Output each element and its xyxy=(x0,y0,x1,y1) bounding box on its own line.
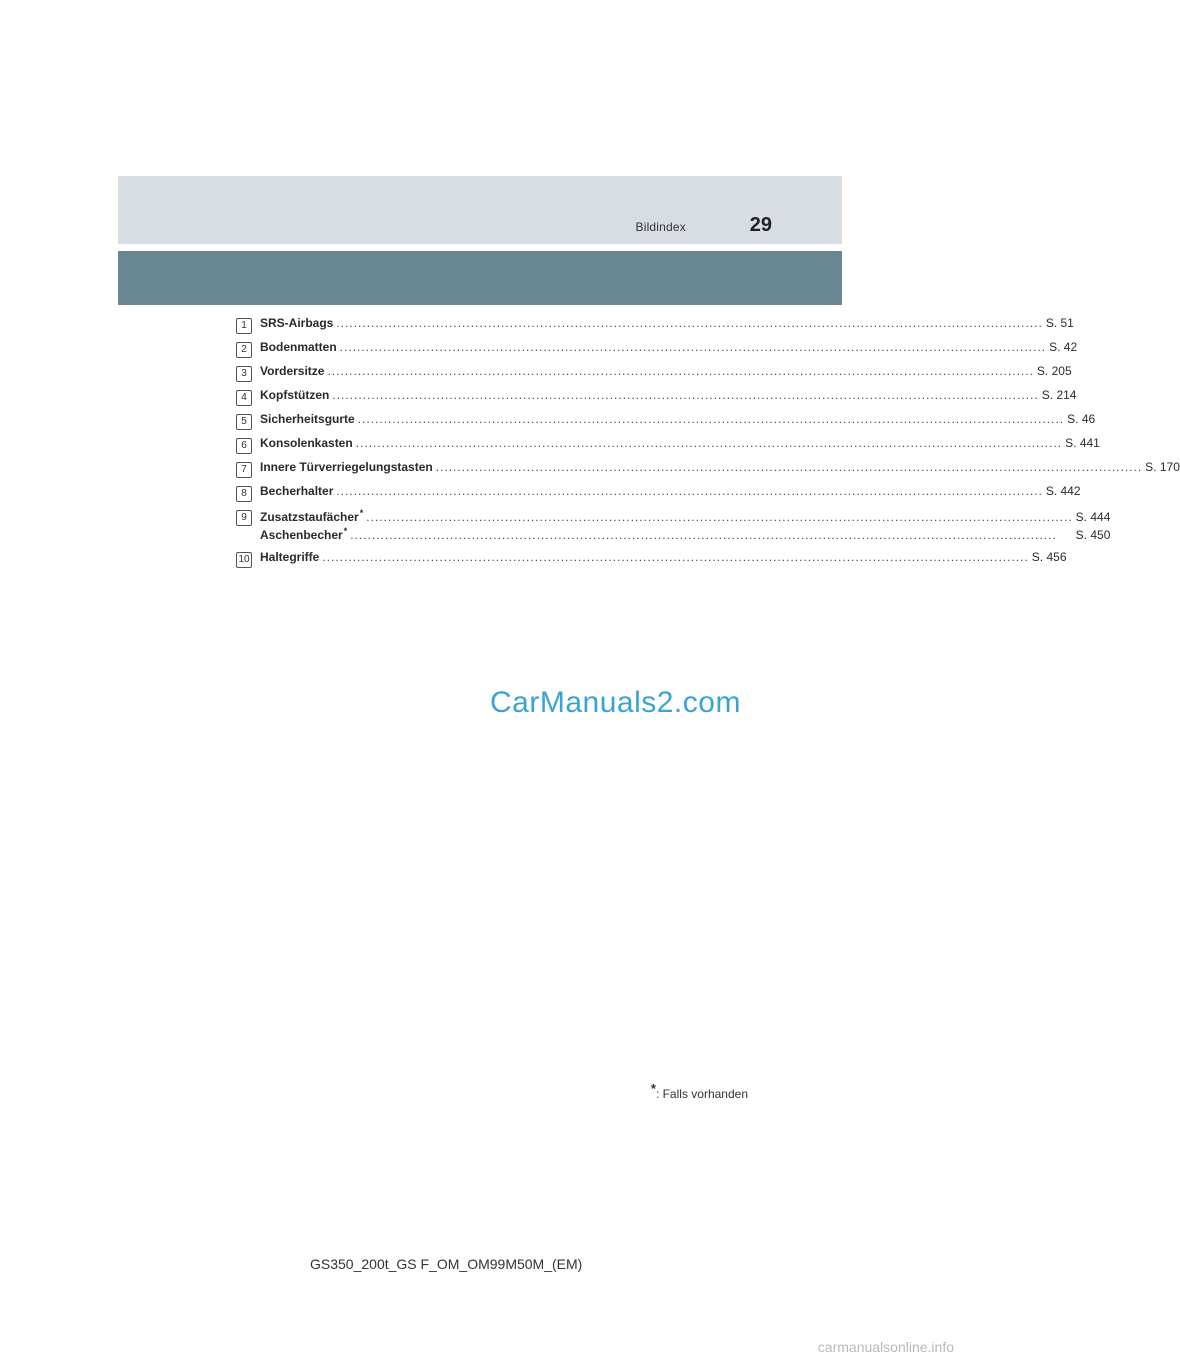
entry-label-text: Bodenmatten xyxy=(260,340,337,354)
footnote-text: : Falls vorhanden xyxy=(655,1087,748,1101)
index-entry xyxy=(236,460,1180,478)
index-entry xyxy=(236,412,1096,430)
dot-leader xyxy=(436,460,1142,474)
entry-label xyxy=(260,550,319,564)
entry-label xyxy=(260,340,337,354)
dot-leader xyxy=(336,484,1042,498)
entry-line xyxy=(260,508,1110,526)
entry-label xyxy=(260,526,347,542)
entry-page-ref[interactable]: S. 441 xyxy=(1065,436,1100,450)
entry-page-ref[interactable]: S. 444 xyxy=(1075,510,1111,524)
entry-label-text: Aschenbecher xyxy=(260,528,343,542)
entry-line xyxy=(260,436,1100,454)
site-watermark: carmanualsonline.info xyxy=(817,1339,954,1355)
entry-label-text: Zusatzstaufächer xyxy=(260,510,359,524)
entry-label xyxy=(260,436,353,450)
entry-label xyxy=(260,508,363,524)
index-entry xyxy=(236,436,1100,454)
entry-number-badge: 5 xyxy=(236,414,252,430)
dot-leader xyxy=(322,550,1028,564)
entry-page-ref[interactable]: S. 450 xyxy=(1075,528,1111,542)
entry-label-text: Vordersitze xyxy=(260,364,325,378)
entry-label xyxy=(260,412,355,426)
entry-page-ref[interactable]: S. 214 xyxy=(1041,388,1077,402)
entry-label-text: Innere Türverriegelungstasten xyxy=(260,460,433,474)
dot-leader xyxy=(356,436,1062,450)
entry-number-badge: 9 xyxy=(236,510,252,526)
entry-page-ref[interactable]: S. 42 xyxy=(1049,340,1078,354)
entry-line xyxy=(260,412,1095,430)
header-band xyxy=(118,176,842,244)
dot-leader xyxy=(358,412,1064,426)
entry-label-text: Konsolenkasten xyxy=(260,436,353,450)
index-entry xyxy=(236,316,1074,334)
entry-line xyxy=(260,316,1074,334)
entry-line xyxy=(260,550,1067,568)
index-entry xyxy=(236,508,1111,544)
entry-line xyxy=(260,526,1110,544)
dot-leader xyxy=(366,510,1072,524)
entry-footnote-star: * xyxy=(359,508,364,518)
index-list xyxy=(236,316,1180,574)
index-entry xyxy=(236,340,1078,358)
entry-label-text: Haltegriffe xyxy=(260,550,320,564)
dot-leader xyxy=(340,340,1046,354)
entry-label-text: Becherhalter xyxy=(260,484,334,498)
index-entry xyxy=(236,388,1077,406)
title-bar xyxy=(118,251,842,305)
entry-page-ref[interactable]: S. 51 xyxy=(1045,316,1074,330)
entry-label xyxy=(260,388,329,402)
entry-label-text: Kopfstützen xyxy=(260,388,330,402)
index-entry xyxy=(236,550,1067,568)
entry-footnote-star: * xyxy=(343,526,348,536)
dot-leader xyxy=(327,364,1033,378)
entry-page-ref[interactable]: S. 205 xyxy=(1036,364,1072,378)
entry-line xyxy=(260,460,1180,478)
entry-page-ref[interactable]: S. 170 xyxy=(1145,460,1180,474)
entry-number-badge: 2 xyxy=(236,342,252,358)
dot-leader xyxy=(350,528,1072,542)
entry-page-ref[interactable]: S. 442 xyxy=(1045,484,1081,498)
dot-leader xyxy=(336,316,1042,330)
entry-page-ref[interactable]: S. 456 xyxy=(1031,550,1067,564)
entry-page-ref[interactable]: S. 46 xyxy=(1067,412,1096,426)
entry-line xyxy=(260,484,1081,502)
index-entry xyxy=(236,484,1081,502)
entry-label xyxy=(260,364,324,378)
entry-line xyxy=(260,388,1076,406)
entry-label-text: Sicherheitsgurte xyxy=(260,412,355,426)
entry-number-badge: 8 xyxy=(236,486,252,502)
document-code: GS350_200t_GS F_OM_OM99M50M_(EM) xyxy=(310,1256,583,1272)
index-entry xyxy=(236,364,1072,382)
entry-label xyxy=(260,484,333,498)
entry-line xyxy=(260,364,1072,382)
entry-label xyxy=(260,316,333,330)
footnote xyxy=(651,1081,748,1101)
entry-number-badge: 6 xyxy=(236,438,252,454)
section-title: Bildindex xyxy=(635,220,686,234)
dot-leader xyxy=(332,388,1038,402)
entry-label-text: SRS-Airbags xyxy=(260,316,334,330)
entry-label xyxy=(260,460,433,474)
entry-number-badge: 7 xyxy=(236,462,252,478)
entry-number-badge: 3 xyxy=(236,366,252,382)
footnote-star: * xyxy=(650,1081,656,1096)
page-number: 29 xyxy=(749,214,772,236)
entry-line xyxy=(260,340,1077,358)
entry-number-badge: 1 xyxy=(236,318,252,334)
entry-number-badge: 4 xyxy=(236,390,252,406)
watermark: CarManuals2.com xyxy=(490,686,741,719)
entry-number-badge: 10 xyxy=(236,552,252,568)
